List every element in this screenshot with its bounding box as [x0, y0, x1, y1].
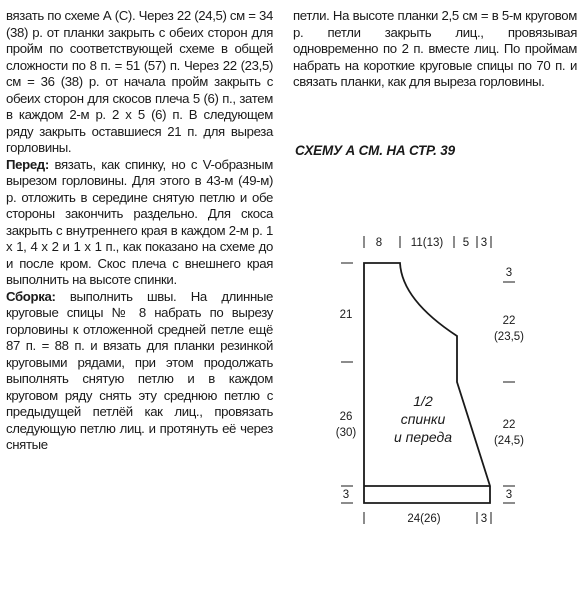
- dim-left-lower-alt: (30): [335, 427, 357, 439]
- dim-right-top: 3: [505, 267, 513, 279]
- dim-bottom-width: 24(26): [407, 513, 441, 525]
- assembly-heading: Сборка:: [6, 288, 56, 304]
- assembly-text: выполнить швы. На длинные круговые спицы № 8 набрать по вырезу горловины к отложенной средней петле ещё 87 п. = 88 п. и вязать для планки резинкой круговыми рядами, при этом продолжать выполнять снятую петлю и в каждом круговом ряду снять эту среднюю петлю с предыдущей петлёй как лиц., провязать следующую петлю лиц. и протянуть её через снятые: [6, 288, 273, 452]
- front-text: вязать, как спинку, но с V-образным вырезом горловины. Для этого в 43-м (49-м) р. отложить в середине снятую петлю и обе стороны закончить раздельно. Для скоса закрыть с внутреннего края в каждом 2-м р. 1 х 1, 4 х 2 и 1 х 1 п., как показано на схеме до и после кром. Скос плеча с внешнего края выполнить на высоте спинки.: [6, 156, 273, 287]
- back-instructions: вязать по схеме А (С). Через 22 (24,5) см = 34 (38) р. от планки закрыть с обеих сторон для пройм по соответствующей схеме в общей сложности по 8 п. = 51 (57) п. Через 22 (23,5) см = 36 (38) р. от начала пройм закрыть с обеих сторон для скосов плеча 5 (6) п., затем в каждом 2-м р. 2 х 5 (6) п. В следующем ряду закрыть оставшиеся 21 п. для выреза горловины.: [6, 8, 273, 155]
- scheme-reference: СХЕМУ А СМ. НА СТР. 39: [295, 143, 455, 158]
- dim-left-band: 3: [342, 489, 350, 501]
- dim-top-edge: 3: [480, 237, 488, 249]
- dim-right-upper: 22: [502, 315, 516, 327]
- piece-label-fraction: 1/2: [413, 393, 433, 409]
- piece-label-front: и переда: [393, 429, 453, 445]
- piece-label-back: спинки: [400, 411, 446, 427]
- dim-right-lower-alt: (24,5): [493, 435, 525, 447]
- dim-top-armhole: 5: [462, 237, 470, 249]
- dim-bottom-edge: 3: [480, 513, 488, 525]
- dim-left-upper: 21: [339, 309, 353, 321]
- dim-top-neck: 11(13): [410, 237, 444, 249]
- left-dimension-marks: [341, 263, 353, 503]
- front-heading: Перед:: [6, 156, 49, 172]
- right-column-text: петли. На высоте планки 2,5 см = в 5-м круговом р. петли закрыть лиц., провязывая одновременно по 2 п. вместе лиц. По проймам набрать на короткие круговые спицы по 70 п. и связать планки, как для выреза горловины.: [293, 8, 577, 89]
- dim-left-lower: 26: [339, 411, 353, 423]
- garment-outline: [364, 263, 490, 503]
- dim-right-lower: 22: [502, 419, 516, 431]
- dim-top-shoulder: 8: [375, 237, 383, 249]
- dim-right-upper-alt: (23,5): [493, 331, 525, 343]
- dim-right-band: 3: [505, 489, 513, 501]
